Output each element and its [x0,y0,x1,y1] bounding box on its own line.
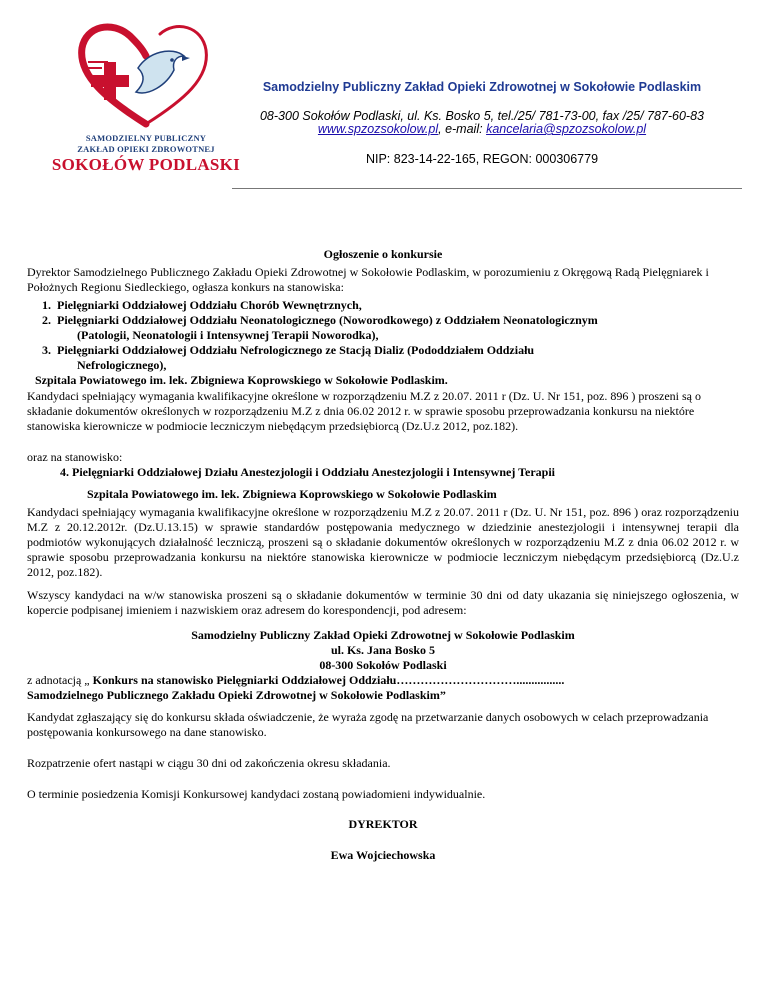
list-item-continuation: Nefrologicznego), [77,358,167,372]
address-line-1: Samodzielny Publiczny Zakład Opieki Zdrowotnej w Sokołowie Podlaskim [191,628,575,642]
position-4: 4. Pielęgniarki Oddziałowej Działu Anestezjologii i Oddziału Anestezjologii i Intensywnej Terapii [60,465,555,479]
requirements-paragraph-1: Kandydaci spełniający wymagania kwalifikacyjne określone w rozporządzeniu M.Z z 20.07. 2011 r (Dz. U. Nr 151, poz. 896 ) proszeni są o składanie dokumentów określonych w rozporządzeniu M.Z z dnia 06.02 2012 r. w sprawie sposobu przeprowadzania konkursu na niektóre stanowiska kierownicze w podmiocie leczniczym niebędącym przedsiębiorcą (Dz.U.z 2012, poz.182). [27,389,702,433]
list-item: 3. Pielęgniarki Oddziałowej Oddziału Nefrologicznego ze Stacją Dializ (Pododdziałem Oddziału [42,343,535,357]
positions-list [27,298,739,388]
announcement-title: Ogłoszenie o konkursie [323,247,443,261]
annotation-prefix: z adnotacją „ [27,673,93,687]
logo-text-line-2: ZAKŁAD OPIEKI ZDROWOTNEJ [77,144,215,154]
nip-regon: NIP: 823-14-22-165, REGON: 000306779 [365,152,599,166]
email-link[interactable]: kancelaria@spzozsokolow.pl [486,122,647,136]
also-label: oraz na stanowisko: [27,450,123,464]
address-block [27,628,739,673]
hospital-line: Szpitala Powiatowego im. lek. Zbigniewa Koprowskiego w Sokołowie Podlaskim. [35,373,448,387]
requirements-paragraph-2: Kandydaci spełniający wymagania kwalifikacyjne określone w rozporządzeniu M.Z z 20.07. 2011 r (Dz. U. Nr 151, poz. 896 ) oraz rozporządzeniu M.Z z 20.12.2012r. (Dz.U.13.15) w sprawie standardów postępowania medycznego w dziedzinie anestezjologii i intensywnej terapii dla podmiotów wykonujących działalność leczniczą, proszeni są o składanie dokumentów określonych w rozporządzeniu M.Z z dnia 06.02 2012 r. w sprawie sposobu przeprowadzania konkursu na niektóre stanowiska kierownicze w podmiocie leczniczym niebędącym przedsiębiorcą (Dz.U.z 2012, poz.182). [27,505,739,579]
logo-text-line-3: SOKOŁÓW PODLASKI [51,155,241,174]
hospital-line-2: Szpitala Powiatowego im. lek. Zbigniewa Koprowskiego w Sokołowie Podlaskim [87,487,497,501]
annotation-line-2: Samodzielnego Publicznego Zakładu Opieki Zdrowotnej w Sokołowie Podlaskim” [27,688,446,702]
submission-paragraph: Wszyscy kandydaci na w/w stanowiska proszeni są o składanie dokumentów w terminie 30 dni od daty ukazania się niniejszego ogłoszenia, w kopercie podpisanej imieniem i nazwiskiem oraz adresem do korespondencji, pod adresem: [27,588,739,617]
notification-paragraph: O terminie posiedzenia Komisji Konkursowej kandydaci zostaną powiadomieni indywidualnie. [27,787,486,801]
email-label: , e-mail: [438,122,487,136]
address-line-3: 08-300 Sokołów Podlaski [319,658,447,672]
list-item-continuation: (Patologii, Neonatologii i Intensywnej Terapii Noworodka), [77,328,379,342]
consent-paragraph: Kandydat zgłaszający się do konkursu składa oświadczenie, że wyraża zgodę na przetwarzanie danych osobowych w celach przeprowadzania postępowania konkursowego na dane stanowisko. [27,710,709,739]
heart-cross-bird-icon [48,12,244,132]
address-line-2: ul. Ks. Jana Bosko 5 [330,643,436,657]
logo-text-line-1: SAMODZIELNY PUBLICZNY [85,133,207,143]
institution-name: Samodzielny Publiczny Zakład Opieki Zdrowotnej w Sokołowie Podlaskim [262,80,702,94]
address-line: 08-300 Sokołów Podlaski, ul. Ks. Bosko 5, tel./25/ 781-73-00, fax /25/ 787-60-83 [259,109,705,123]
annotation-text: Konkurs na stanowisko Pielęgniarki Oddziałowej Oddziału…………………………................ [92,673,565,687]
annotation [27,673,739,703]
list-item: 2. Pielęgniarki Oddziałowej Oddziału Neonatologicznego (Noworodkowego) z Oddziałem Neonatologicznym [42,313,598,327]
institution-logo [48,12,244,182]
contact-line [232,122,732,136]
review-paragraph: Rozpatrzenie ofert nastąpi w ciągu 30 dni od zakończenia okresu składania. [27,756,391,770]
intro-paragraph: Dyrektor Samodzielnego Publicznego Zakładu Opieki Zdrowotnej w Sokołowie Podlaskim, w porozumieniu z Okręgową Radą Pielęgniarek i Położnych Regionu Siedleckiego, ogłasza konkurs na stanowiska: [27,265,709,294]
website-link[interactable]: www.spzozsokolow.pl [317,122,439,136]
list-item: 1. Pielęgniarki Oddziałowej Oddziału Chorób Wewnętrznych, [42,298,362,312]
signature-title: DYREKTOR [348,817,418,831]
signature-name: Ewa Wojciechowska [330,848,436,862]
header-divider [232,188,742,189]
